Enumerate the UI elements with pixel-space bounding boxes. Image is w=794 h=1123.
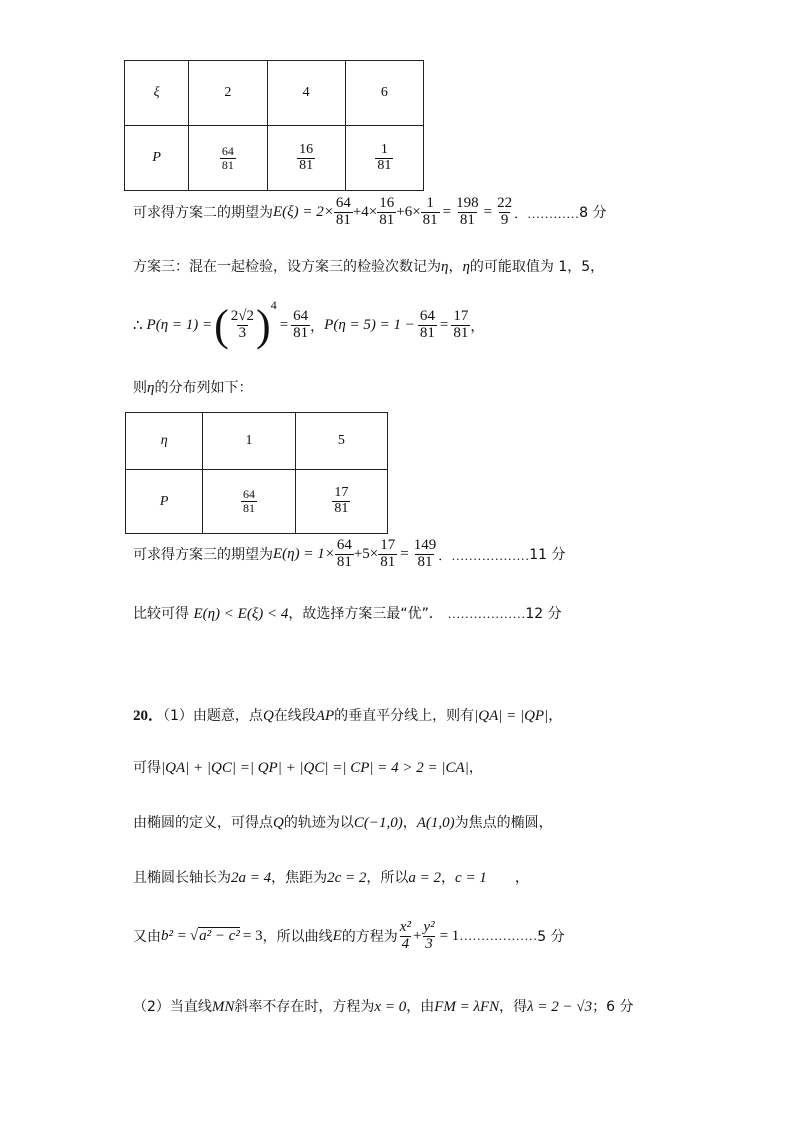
score-5: 5 分 <box>537 929 565 946</box>
table2-value-5: 5 <box>295 413 387 470</box>
table1-value-2: 2 <box>189 61 267 126</box>
distribution-table-eta <box>125 412 388 534</box>
question-20-part1: 20．（1）由题意，点Q在线段AP的垂直平分线上，则有|QA| = |QP|， <box>133 708 563 724</box>
comparison-line: 比较可得 E(η) < E(ξ) < 4，故选择方案三最“优”． ………………12 分 <box>133 606 562 622</box>
curve-equation-line: 又由 b² = √ a² − c² = 3 ，所以曲线 E 的方程为 $\frac{\text{x²}}{4}$ + $\frac{\text{y²}}{3}$ = 1 ……………… 5 分 <box>133 919 565 952</box>
score-8: 8 分 <box>579 205 607 222</box>
score-12: 12 分 <box>525 606 562 622</box>
distribution-table-xi <box>124 60 424 191</box>
expectation-plan2-line: 可求得方案二的期望为 E(ξ) = 2× $\frac{64}{81}$ +4× $\frac{16}{81}$ +6× $\frac{1}{81}$ = $\frac{198}{81}$ = $\frac{22}{9}$ ．………… 8 分 <box>133 195 607 228</box>
table2-prob-2: $\frac{17}{81}$ <box>295 470 387 534</box>
table2-prob-1: $\frac{64}{81}$ <box>203 470 295 534</box>
axis-lengths-line: 且椭圆长轴长为2a = 4，焦距为2c = 2，所以a = 2，c = 1 ， <box>133 870 529 886</box>
distribution-intro: 则η的分布列如下： <box>133 380 253 396</box>
score-11: 11 分 <box>529 547 566 564</box>
table2-row-label: P <box>126 470 203 534</box>
vector-equation: FM = λFN <box>434 999 500 1015</box>
table1-var: ξ <box>125 61 189 126</box>
table2-var: η <box>126 413 203 470</box>
ellipse-definition-line: 由椭圆的定义，可得点Q的轨迹为以C(−1,0)，A(1,0)为焦点的椭圆， <box>133 815 553 831</box>
table1-row-label: P <box>125 126 189 191</box>
table2-value-1: 1 <box>203 413 295 470</box>
probability-line: ∴ P(η = 1) = ( $\frac{2√2}{3}$ ) 4 = $\frac{64}{81}$ ， P(η = 5) = 1 − $\frac{64}{81}$ = $\frac{17}{81}$ ， <box>133 298 485 350</box>
question-20-part2: （2）当直线MN斜率不存在时，方程为x = 0，由FM = λFN，得λ = 2 − √3；6 分 <box>133 999 634 1015</box>
plan3-sentence: 方案三：混在一起检验，设方案三的检验次数记为η，η的可能取值为 1，5， <box>133 259 605 275</box>
table1-value-6: 6 <box>345 61 423 126</box>
table1-prob-3: $\frac{1}{81}$ <box>345 126 423 191</box>
question-number: 20． <box>133 708 164 724</box>
distance-sum-line: 可得|QA| + |QC| =| QP| + |QC| =| CP| = 4 > 2 = |CA|， <box>133 760 483 776</box>
table1-prob-2: $\frac{16}{81}$ <box>267 126 345 191</box>
table1-prob-1: $\frac{64}{81}$ <box>189 126 267 191</box>
expectation-plan3-line: 可求得方案三的期望为 E(η) = 1× $\frac{64}{81}$ +5× $\frac{17}{81}$ = $\frac{149}{81}$ ．……………… 11 分 <box>133 537 566 570</box>
table1-value-4: 4 <box>267 61 345 126</box>
